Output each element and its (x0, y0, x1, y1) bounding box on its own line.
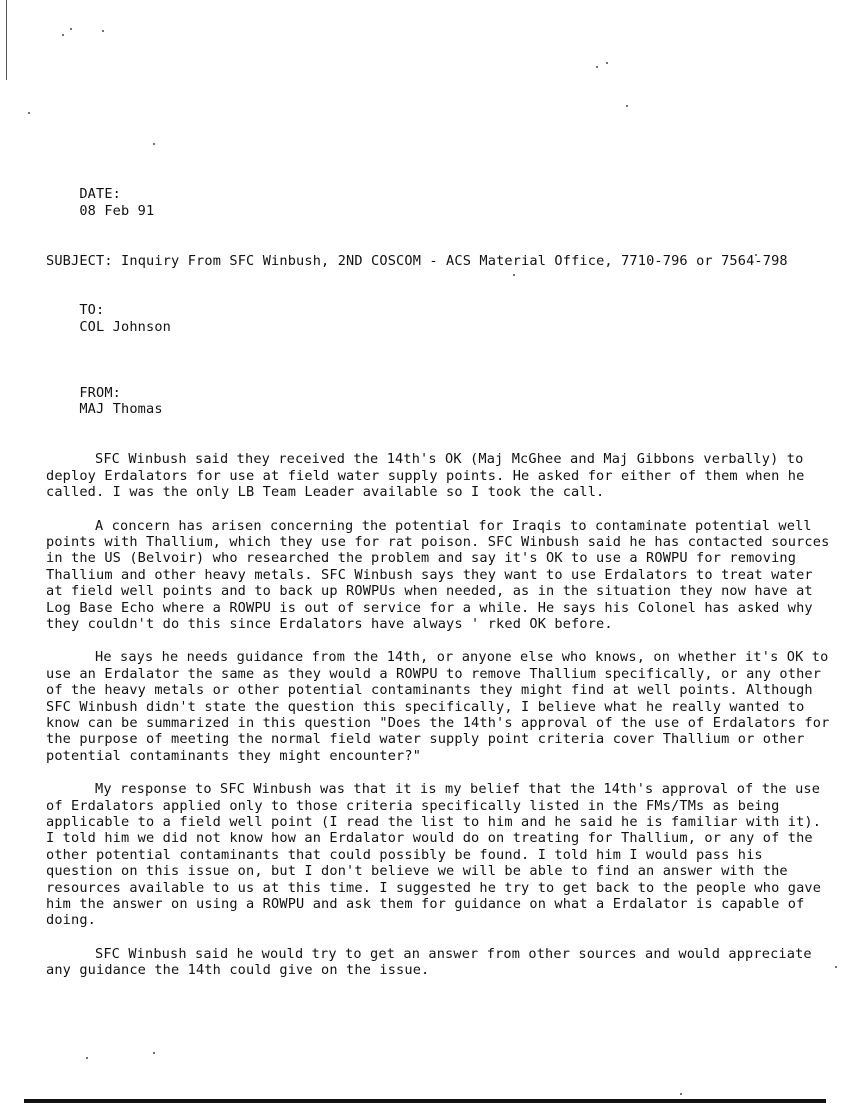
from-value: MAJ Thomas (79, 401, 163, 418)
memo-document (46, 170, 836, 996)
scan-speck (153, 143, 155, 145)
scan-speck (62, 34, 64, 36)
bottom-rule-line (24, 1099, 826, 1103)
scan-speck (102, 30, 104, 32)
scan-speck (28, 112, 30, 114)
subject-field (46, 253, 836, 269)
body-paragraph: A concern has arisen concerning the potential for Iraqis to contaminate potential well points with Thallium, which they use for rat poison. SFC Winbush said he has contacted sources in the US (Belvoir) who researched the problem and say it's OK to use a ROWPU for removing Thallium and other heavy metals. SFC Winbush says they want to use Erdalators to treat water at field well points and to back up ROWPUs when needed, as in the situation they now have at Log Base Echo where a ROWPU is out of service for a while. He says his Colonel has asked why they couldn't do this since Erdalators have always ' rked OK before. (46, 517, 830, 632)
to-label: TO: (79, 302, 105, 319)
date-value: 08 Feb 91 (79, 202, 155, 219)
date-label: DATE: (79, 186, 122, 203)
subject-label: SUBJECT: (46, 252, 113, 269)
body-paragraph: SFC Winbush said they received the 14th's OK (Maj McGhee and Maj Gibbons verbally) to deploy Erdalators for use at field water supply points. He asked for either of them when he called. I was the only LB Team Leader available so I took the call. (46, 451, 805, 501)
body-paragraph: My response to SFC Winbush was that it is my belief that the 14th's approval of the use of Erdalators applied only to those criteria specifically listed in the FMs/TMs as being applicable to a field well point (I read the list to him and he said he is familiar with it). I told him we did not know how an Erdalator would do on treating for Thallium, or any of the other potential contaminants that could possibly be found. I told him I would pass his question on this issue on, but I don't believe we will be able to find an answer with the resources available to us at this time. I suggested he try to get back to the people who gave him the answer on using a ROWPU and ask them for guidance on what a Erdalator is capable of doing. (46, 781, 822, 929)
to-value: COL Johnson (79, 318, 172, 335)
scan-edge-line (6, 0, 7, 80)
from-field (46, 369, 836, 435)
date-field (46, 170, 836, 236)
scan-speck (680, 1093, 682, 1095)
scan-speck (86, 1057, 88, 1059)
scan-speck (606, 62, 608, 64)
scan-speck (596, 66, 598, 68)
scan-speck (626, 105, 628, 107)
to-field (46, 286, 836, 352)
scan-speck (70, 28, 72, 30)
body-paragraph: He says he needs guidance from the 14th, or anyone else who knows, on whether it's OK to use an Erdalator the same as they would a ROWPU to remove Thallium specifically, or any other of the heavy metals or other potential contaminants they might find at well points. Although SFC Winbush didn't state the question this specifically, I believe what he really wanted to know can be summarized in this question "Does the 14th's approval of the use of Erdalators for the purpose of meeting the normal field water supply point criteria cover Thallium or other potential contaminants they might encounter?" (46, 649, 830, 764)
from-label: FROM: (79, 385, 122, 402)
body-paragraph: SFC Winbush said he would try to get an answer from other sources and would appreciate any guidance the 14th could give on the issue. (46, 945, 812, 979)
subject-value: Inquiry From SFC Winbush, 2ND COSCOM - ACS Material Office, 7710-796 or 7564-798 (121, 252, 788, 269)
scan-speck (153, 1052, 155, 1054)
